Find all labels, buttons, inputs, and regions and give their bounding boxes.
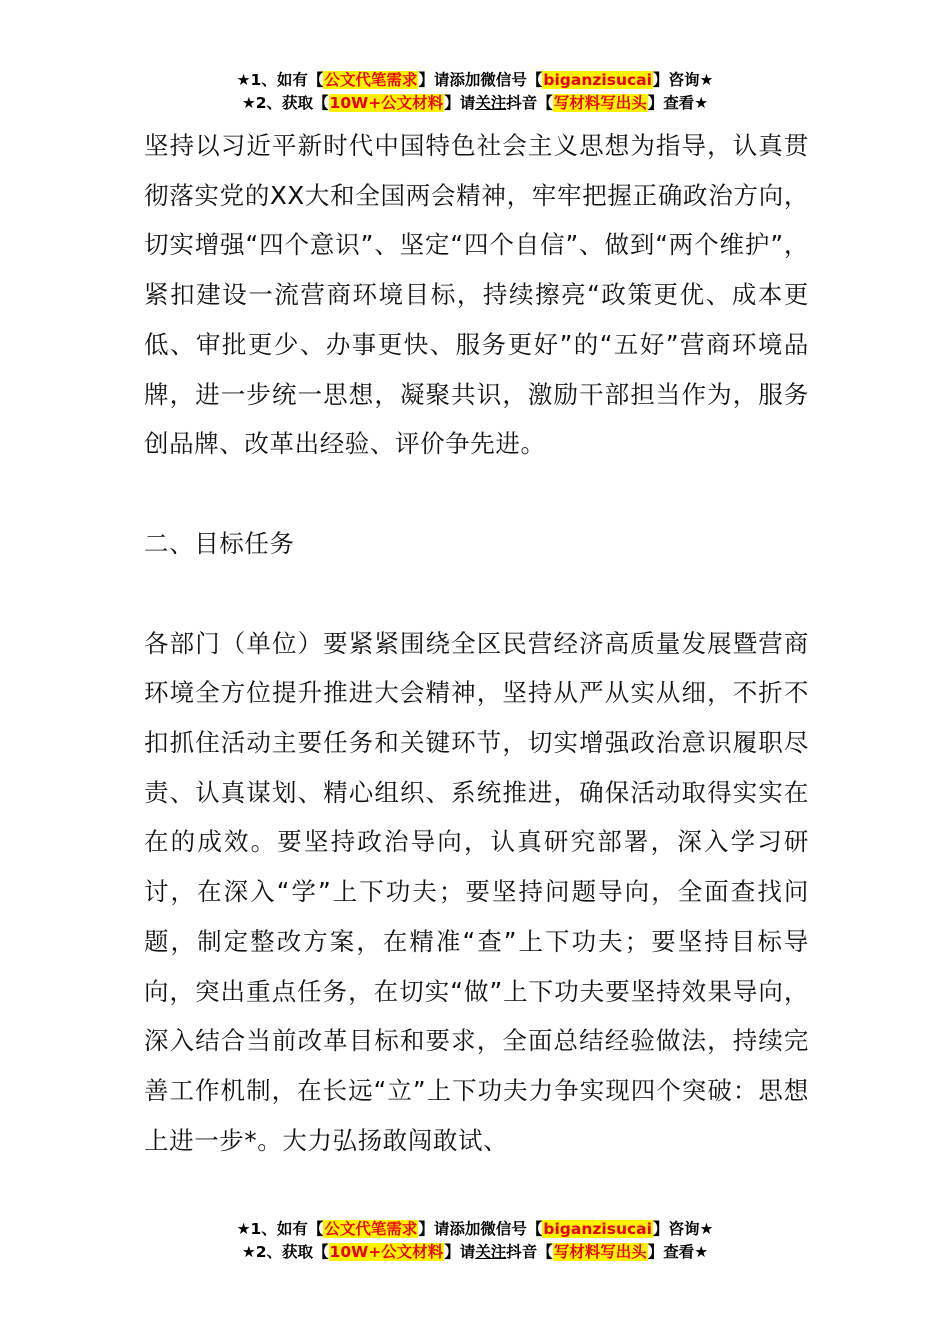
banner-text: ★2、获取【	[241, 94, 329, 112]
banner-highlight: 写材料写出头	[553, 1243, 647, 1261]
paragraph-goals-tasks: 各部门（单位）要紧紧围绕全区民营经济高质量发展暨营商环境全方位提升推进大会精神，坚持从严从实从细，不折不扣抓住活动主要任务和关键环节，切实增强政治意识履职尽责、认真谋划、精心组织、系统推进，确保活动取得实实在在的成效。要坚持政治导向，认真研究部署，深入学习研讨，在深入“学”上下功夫；要坚持问题导向，全面查找问题，制定整改方案，在精准“查”上下功夫；要坚持目标导向，突出重点任务，在切实“做”上下功夫要坚持效果导向，深入结合当前改革目标和要求，全面总结经验做法，持续完善工作机制，在长远“立”上下功夫力争实现四个突破：思想上进一步*。大力弘扬敢闯敢试、	[144, 628, 809, 1155]
section-heading-goals: 二、目标任务	[144, 528, 295, 558]
banner-line-2	[0, 1241, 950, 1264]
paragraph-guiding-thought: 坚持以习近平新时代中国特色社会主义思想为指导，认真贯彻落实党的XX大和全国两会精神，牢牢把握正确政治方向，切实增强“四个意识”、坚定“四个自信”、做到“两个维护”，紧扣建设一流营商环境目标，持续擦亮“政策更优、成本更低、审批更少、办事更快、服务更好”的“五好”营商环境品牌，进一步统一思想，凝聚共识，激励干部担当作为，服务创品牌、改革出经验、评价争先进。	[144, 131, 809, 459]
banner-text: ★1、如有【	[236, 1220, 324, 1238]
paragraph-spacer	[144, 469, 809, 519]
banner-text: 】请添	[418, 1220, 465, 1238]
banner-highlight: 公文代笔需求	[324, 71, 418, 89]
banner-highlight: 写材料写出头	[553, 94, 647, 112]
banner-text: 】查看★	[647, 94, 709, 112]
banner-line-2	[0, 92, 950, 115]
banner-text: 微信号【	[480, 71, 543, 89]
banner-text: 】请	[444, 1243, 476, 1261]
banner-line-1	[0, 69, 950, 92]
banner-line-1	[0, 1218, 950, 1241]
banner-text: 】咨询★	[652, 1220, 714, 1238]
banner-highlight: 10W+公文材料	[329, 1243, 444, 1261]
paragraph-spacer	[144, 569, 809, 619]
banner-text: 抖音【	[506, 94, 553, 112]
banner-text: 加	[464, 1220, 481, 1238]
document-body	[144, 121, 809, 1165]
banner-underlined-text: 关注	[475, 94, 507, 112]
banner-text: 】咨询★	[652, 71, 714, 89]
top-banner	[0, 69, 950, 115]
bottom-banner	[0, 1218, 950, 1264]
banner-text: ★2、获取【	[241, 1243, 329, 1261]
banner-text: 】查看★	[647, 1243, 709, 1261]
banner-text: ★1、如有【	[236, 71, 324, 89]
banner-text: 】请添	[418, 71, 465, 89]
banner-highlight: 10W+公文材料	[329, 94, 444, 112]
banner-underlined-text: 关注	[475, 1243, 507, 1261]
banner-text: 加	[464, 71, 481, 89]
banner-text: 】请	[444, 94, 476, 112]
banner-highlight: biganzisucai	[543, 1220, 652, 1238]
banner-highlight: biganzisucai	[543, 71, 652, 89]
banner-text: 微信号【	[480, 1220, 543, 1238]
banner-highlight: 公文代笔需求	[324, 1220, 418, 1238]
banner-text: 抖音【	[506, 1243, 553, 1261]
